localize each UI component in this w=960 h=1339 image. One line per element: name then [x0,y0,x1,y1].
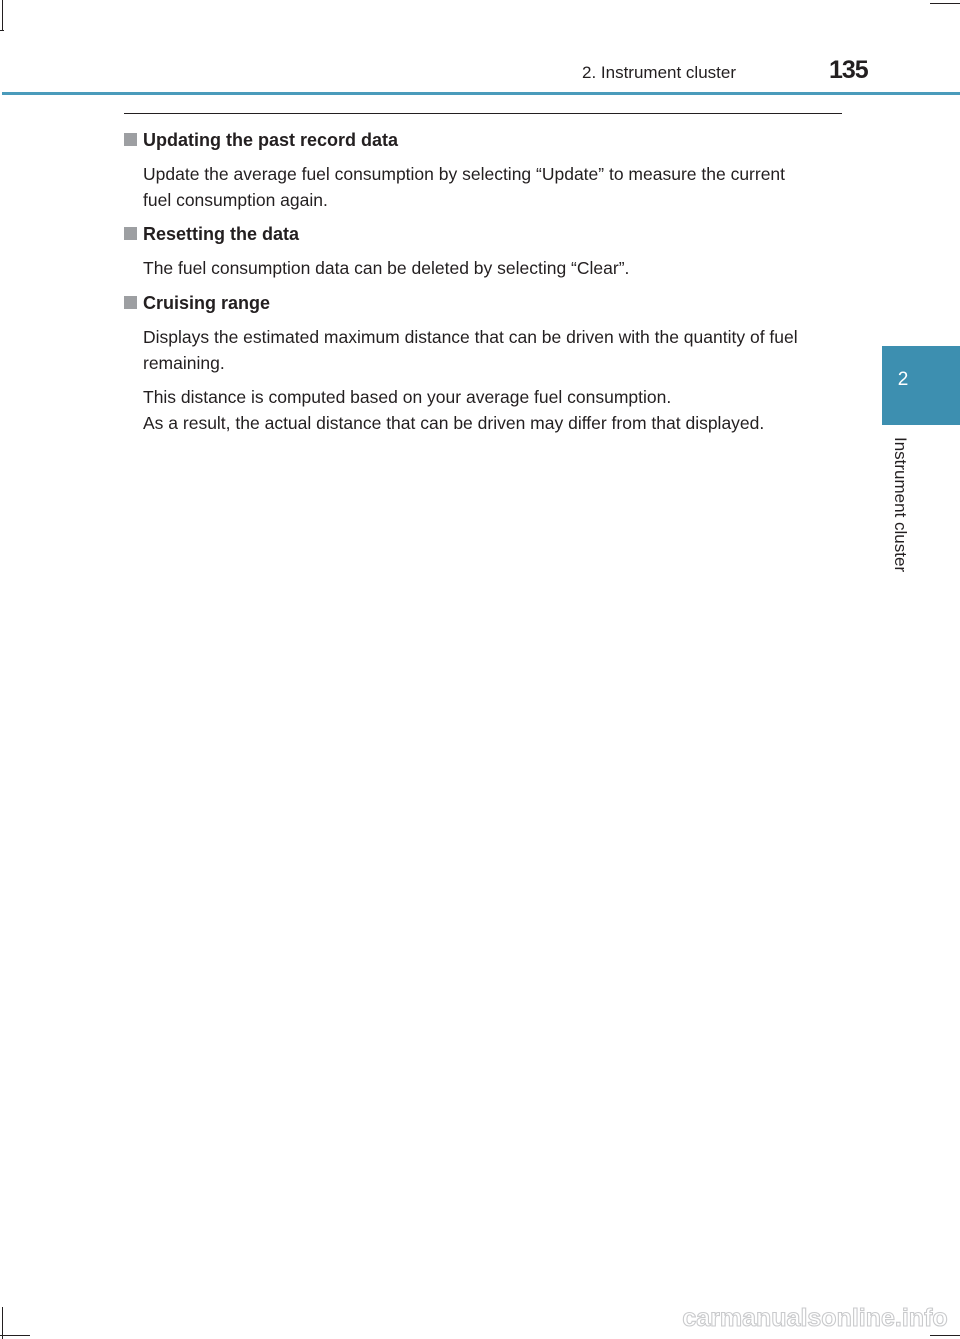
section-body-cruising-range [143,324,843,376]
square-bullet-icon [124,227,137,240]
body-line: This distance is computed based on your average fuel consumption. [143,387,672,407]
watermark-text: carmanualsonline.info [682,1304,948,1332]
section-heading-text: Resetting the data [143,224,300,244]
square-bullet-icon [124,133,137,146]
section-heading-updating [124,128,398,152]
body-line: As a result, the actual distance that can be driven may differ from that displayed. [143,413,765,433]
section-heading-cruising-range [124,291,270,315]
section-heading-text: Cruising range [143,293,271,313]
body-line: fuel consumption again. [143,190,328,210]
section-body-resetting [143,255,843,281]
body-line: Displays the estimated maximum distance that can be driven with the quantity of fuel [143,327,798,347]
header-rule [2,92,960,95]
body-line: Update the average fuel consumption by selecting “Update” to measure the current [143,164,786,184]
body-line: The fuel consumption data can be deleted by selecting “Clear”. [143,258,630,278]
crop-mark-bottom-left-h [0,1335,30,1336]
crop-mark-top-left-v [2,0,3,31]
crop-mark-top-left-h [0,30,4,31]
watermark-logo [680,1300,950,1336]
section-heading-resetting [124,222,299,246]
square-bullet-icon [124,296,137,309]
body-line: remaining. [143,353,225,373]
page-number: 135 [829,56,868,84]
chapter-side-tab [882,346,960,425]
chapter-title: 2. Instrument cluster [582,63,737,82]
section-body-cruising-range-note [143,384,843,436]
chapter-tab-number: 2 [897,369,909,390]
section-body-updating [143,161,843,213]
content-rule [124,113,842,114]
section-heading-text: Updating the past record data [143,130,399,150]
chapter-side-label: Instrument cluster [891,437,910,573]
crop-mark-top-right-h [930,3,960,4]
